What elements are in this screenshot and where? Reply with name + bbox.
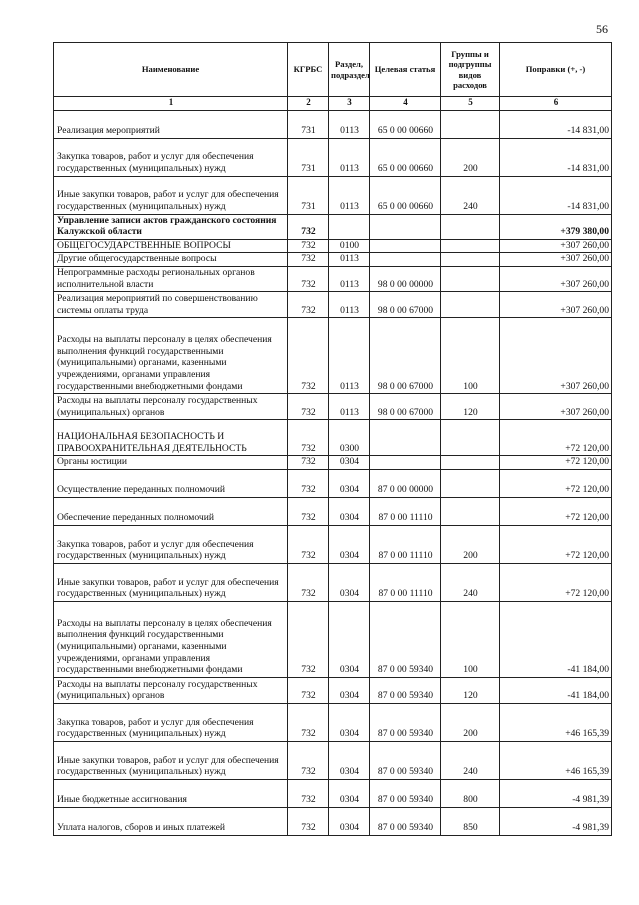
table-row [54,394,612,420]
row-amount: +72 120,00 [500,525,612,563]
row-kgrbs: 732 [288,497,329,525]
row-section: 0304 [329,741,370,779]
row-amount: -41 184,00 [500,601,612,677]
row-target: 87 0 00 59340 [370,779,441,807]
row-target: 98 0 00 67000 [370,394,441,420]
row-kgrbs: 732 [288,394,329,420]
row-name: Управление записи актов гражданского состояния Калужской области [54,214,288,239]
header-groups: Группы и подгруппы видов расходов [441,43,500,97]
row-name: Непрограммные расходы региональных органов исполнительной власти [54,266,288,291]
header-target: Целевая статья [370,43,441,97]
row-target: 98 0 00 67000 [370,292,441,318]
row-amount: +307 260,00 [500,253,612,267]
row-group [441,497,500,525]
row-name: Закупка товаров, работ и услуг для обеспечения государственных (муниципальных) нужд [54,525,288,563]
row-amount: -14 831,00 [500,176,612,214]
row-group: 200 [441,525,500,563]
table-header-row [54,43,612,97]
row-name: Иные закупки товаров, работ и услуг для обеспечения государственных (муниципальных) нужд [54,741,288,779]
page-number: 56 [596,22,608,36]
table-row [54,779,612,807]
header-name: Наименование [54,43,288,97]
table-row [54,239,612,253]
column-number: 6 [500,97,612,111]
row-kgrbs: 732 [288,266,329,291]
table-row [54,807,612,835]
row-amount: -14 831,00 [500,110,612,138]
row-kgrbs: 731 [288,138,329,176]
row-target: 87 0 00 59340 [370,677,441,703]
row-target [370,253,441,267]
row-section: 0304 [329,703,370,741]
row-group [441,110,500,138]
row-kgrbs: 732 [288,214,329,239]
row-group [441,266,500,291]
row-name: Иные закупки товаров, работ и услуг для обеспечения государственных (муниципальных) нужд [54,176,288,214]
row-section: 0300 [329,420,370,456]
row-group: 120 [441,677,500,703]
row-amount: +307 260,00 [500,318,612,394]
table-row [54,677,612,703]
row-group: 850 [441,807,500,835]
row-target: 87 0 00 59340 [370,741,441,779]
row-amount: +307 260,00 [500,239,612,253]
row-target: 65 0 00 00660 [370,110,441,138]
row-section: 0304 [329,469,370,497]
row-kgrbs: 732 [288,420,329,456]
row-section: 0304 [329,601,370,677]
row-amount: -4 981,39 [500,807,612,835]
table-row [54,420,612,456]
column-number: 1 [54,97,288,111]
row-name: Закупка товаров, работ и услуг для обеспечения государственных (муниципальных) нужд [54,703,288,741]
row-kgrbs: 732 [288,318,329,394]
row-target [370,456,441,470]
row-target: 98 0 00 00000 [370,266,441,291]
row-amount: +307 260,00 [500,292,612,318]
row-kgrbs: 731 [288,110,329,138]
row-target: 87 0 00 11110 [370,525,441,563]
row-section: 0113 [329,318,370,394]
column-number: 3 [329,97,370,111]
row-section: 0304 [329,456,370,470]
row-name: Иные бюджетные ассигнования [54,779,288,807]
row-amount: +72 120,00 [500,469,612,497]
row-section: 0304 [329,677,370,703]
row-section: 0304 [329,497,370,525]
row-target: 87 0 00 11110 [370,563,441,601]
row-name: Другие общегосударственные вопросы [54,253,288,267]
column-number: 4 [370,97,441,111]
row-group [441,292,500,318]
row-kgrbs: 732 [288,525,329,563]
table-row [54,497,612,525]
row-kgrbs: 732 [288,563,329,601]
row-target: 87 0 00 59340 [370,807,441,835]
row-name: Расходы на выплаты персоналу в целях обеспечения выполнения функций государственными (муниципальными) органами, казенными учреждениями, органами управления государственными внебюджетными фондами [54,318,288,394]
row-section: 0100 [329,239,370,253]
row-target: 87 0 00 00000 [370,469,441,497]
row-group: 800 [441,779,500,807]
row-name: Уплата налогов, сборов и иных платежей [54,807,288,835]
table-row [54,469,612,497]
row-kgrbs: 732 [288,456,329,470]
table-row [54,601,612,677]
row-target: 87 0 00 59340 [370,703,441,741]
table-row [54,563,612,601]
column-number: 5 [441,97,500,111]
row-name: Иные закупки товаров, работ и услуг для обеспечения государственных (муниципальных) нужд [54,563,288,601]
row-section: 0113 [329,266,370,291]
row-name: Расходы на выплаты персоналу государственных (муниципальных) органов [54,677,288,703]
row-kgrbs: 731 [288,176,329,214]
row-amount: +72 120,00 [500,497,612,525]
column-numbers-row [54,97,612,111]
row-name: Расходы на выплаты персоналу в целях обеспечения выполнения функций государственными (муниципальными) органами, казенными учреждениями, органами управления государственными внебюджетными фондами [54,601,288,677]
row-amount: -41 184,00 [500,677,612,703]
row-group [441,420,500,456]
row-section: 0304 [329,807,370,835]
row-kgrbs: 732 [288,677,329,703]
row-target: 87 0 00 11110 [370,497,441,525]
row-amount: +379 380,00 [500,214,612,239]
table-row [54,214,612,239]
row-group: 100 [441,318,500,394]
row-amount: +307 260,00 [500,266,612,291]
row-kgrbs: 732 [288,703,329,741]
header-kgrbs: КГРБС [288,43,329,97]
row-group [441,239,500,253]
table-row [54,741,612,779]
row-section [329,214,370,239]
row-target: 65 0 00 00660 [370,176,441,214]
row-target [370,239,441,253]
row-name: Осуществление переданных полномочий [54,469,288,497]
row-kgrbs: 732 [288,292,329,318]
row-amount: +46 165,39 [500,703,612,741]
row-group: 240 [441,563,500,601]
row-amount: +72 120,00 [500,456,612,470]
row-name: Реализация мероприятий [54,110,288,138]
row-amount: +72 120,00 [500,563,612,601]
row-name: НАЦИОНАЛЬНАЯ БЕЗОПАСНОСТЬ И ПРАВООХРАНИТЕЛЬНАЯ ДЕЯТЕЛЬНОСТЬ [54,420,288,456]
row-target: 87 0 00 59340 [370,601,441,677]
row-name: Закупка товаров, работ и услуг для обеспечения государственных (муниципальных) нужд [54,138,288,176]
row-name: Расходы на выплаты персоналу государственных (муниципальных) органов [54,394,288,420]
table-row [54,318,612,394]
row-group [441,214,500,239]
table-row [54,525,612,563]
row-target: 98 0 00 67000 [370,318,441,394]
row-target [370,214,441,239]
row-amount: -14 831,00 [500,138,612,176]
table-row [54,703,612,741]
table-row [54,176,612,214]
row-name: Органы юстиции [54,456,288,470]
table-row [54,292,612,318]
row-amount: -4 981,39 [500,779,612,807]
row-group: 100 [441,601,500,677]
row-name: Реализация мероприятий по совершенствованию системы оплаты труда [54,292,288,318]
row-amount: +307 260,00 [500,394,612,420]
row-name: ОБЩЕГОСУДАРСТВЕННЫЕ ВОПРОСЫ [54,239,288,253]
row-section: 0113 [329,110,370,138]
row-kgrbs: 732 [288,469,329,497]
row-section: 0113 [329,394,370,420]
header-amendments: Поправки (+, -) [500,43,612,97]
row-section: 0113 [329,138,370,176]
header-section: Раздел, подраздел [329,43,370,97]
row-group: 200 [441,138,500,176]
row-group [441,469,500,497]
row-section: 0304 [329,563,370,601]
row-section: 0113 [329,292,370,318]
table-row [54,138,612,176]
row-group: 120 [441,394,500,420]
row-group [441,253,500,267]
row-group [441,456,500,470]
row-group: 240 [441,176,500,214]
row-section: 0113 [329,253,370,267]
row-group: 240 [441,741,500,779]
row-section: 0304 [329,525,370,563]
row-target: 65 0 00 00660 [370,138,441,176]
table-row [54,456,612,470]
row-amount: +72 120,00 [500,420,612,456]
row-name: Обеспечение переданных полномочий [54,497,288,525]
row-amount: +46 165,39 [500,741,612,779]
budget-amendments-table [53,42,612,836]
row-kgrbs: 732 [288,807,329,835]
table-row [54,253,612,267]
row-kgrbs: 732 [288,601,329,677]
row-kgrbs: 732 [288,779,329,807]
row-target [370,420,441,456]
row-section: 0113 [329,176,370,214]
column-number: 2 [288,97,329,111]
row-kgrbs: 732 [288,253,329,267]
row-kgrbs: 732 [288,239,329,253]
row-group: 200 [441,703,500,741]
row-section: 0304 [329,779,370,807]
table-row [54,110,612,138]
row-kgrbs: 732 [288,741,329,779]
table-row [54,266,612,291]
